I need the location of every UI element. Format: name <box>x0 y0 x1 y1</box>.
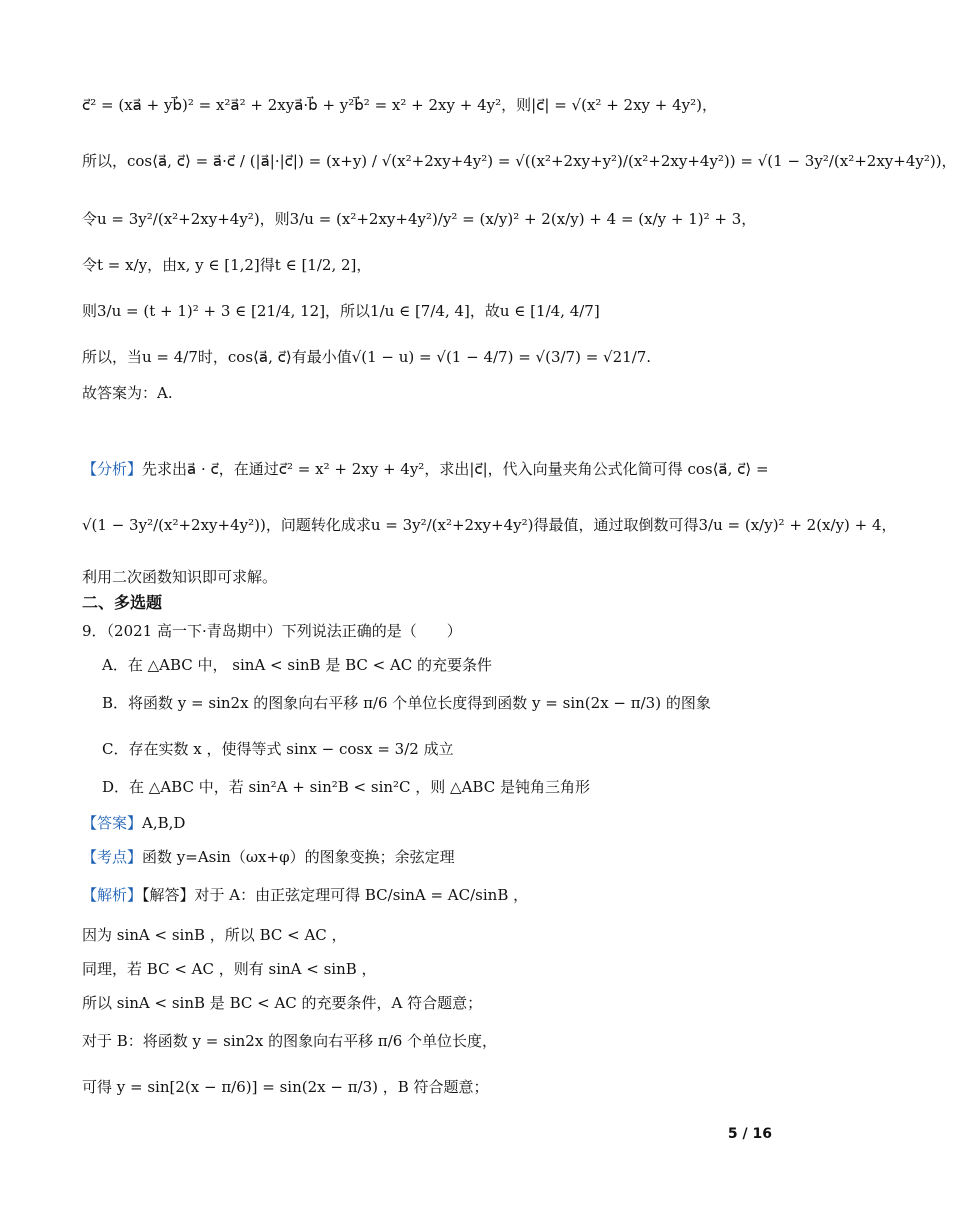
jiexi-line-3: 同理，若 BC < AC ，则有 sinA < sinB ， <box>82 960 377 978</box>
option-b: B．将函数 y = sin2x 的图象向右平移 π/6 个单位长度得到函数 y = sin(2x − π/3) 的图象 <box>102 694 711 712</box>
solution-line-7: 故答案为：A. <box>82 384 173 402</box>
analysis-text-1: 先求出a⃗ · c⃗，在通过c⃗² = x² + 2xy + 4y²，求出|c⃗|，代入向量夹角公式化简可得 cos⟨a⃗, c⃗⟩ = <box>142 460 769 478</box>
jiexi-line-6: 可得 y = sin[2(x − π/6)] = sin(2x − π/3) ，B 符合题意； <box>82 1078 489 1096</box>
option-a: A．在 △ABC 中， sinA < sinB 是 BC < AC 的充要条件 <box>102 656 493 674</box>
jiexi-line-1 <box>82 884 790 906</box>
analysis-line-3: 利用二次函数知识即可求解。 <box>82 568 278 586</box>
jiexi-line-2: 因为 sinA < sinB ，所以 BC < AC ， <box>82 926 347 944</box>
kaodian-text: 函数 y=Asin（ωx+φ）的图象变换；余弦定理 <box>142 848 455 866</box>
section-title: 二、多选题 <box>82 593 163 612</box>
option-d: D．在 △ABC 中，若 sin²A + sin²B < sin²C ，则 △ABC 是钝角三角形 <box>102 778 590 796</box>
jiexi-line-4: 所以 sinA < sinB 是 BC < AC 的充要条件，A 符合题意； <box>82 994 483 1012</box>
analysis-tag: 【分析】 <box>82 460 143 478</box>
jiexi-line-5: 对于 B：将函数 y = sin2x 的图象向右平移 π/6 个单位长度， <box>82 1032 498 1050</box>
jiexi-tag: 【解析】 <box>82 886 143 904</box>
analysis-line-1 <box>82 458 790 480</box>
solution-line-5: 则3/u = (t + 1)² + 3 ∈ [21/4, 12]，所以1/u ∈ [7/4, 4]，故u ∈ [1/4, 4/7] <box>82 302 600 320</box>
answer-text: A,B,D <box>142 814 186 832</box>
solution-line-4: 令t = x/y，由x, y ∈ [1,2]得t ∈ [1/2, 2]， <box>82 256 372 274</box>
kaodian-line <box>82 846 790 868</box>
analysis-line-2: √(1 − 3y²/(x²+2xy+4y²))，问题转化成求u = 3y²/(x²+2xy+4y²)得最值，通过取倒数可得3/u = (x/y)² + 2(x/y) + 4， <box>82 516 897 534</box>
solution-line-3: 令u = 3y²/(x²+2xy+4y²)，则3/u = (x²+2xy+4y²)/y² = (x/y)² + 2(x/y) + 4 = (x/y + 1)² + 3， <box>82 210 757 228</box>
solution-line-2: 所以，cos⟨a⃗, c⃗⟩ = a⃗·c⃗ / (|a⃗|·|c⃗|) = (x+y) / √(x²+2xy+4y²) = √((x²+2xy+y²)/(x²+2xy+4y²)) = √(1 − 3y²/(x²+2xy+4y²))， <box>82 152 957 170</box>
solution-line-6: 所以，当u = 4/7时，cos⟨a⃗, c⃗⟩有最小值√(1 − u) = √(1 − 4/7) = √(3/7) = √21/7. <box>82 348 652 366</box>
option-c: C．存在实数 x ，使得等式 sinx − cosx = 3/2 成立 <box>102 740 454 758</box>
page-number: 5 / 16 <box>727 1126 772 1142</box>
question-stem: 9．（2021 高一下·青岛期中）下列说法正确的是（ ） <box>82 622 462 640</box>
kaodian-tag: 【考点】 <box>82 848 143 866</box>
jiexi-text-1: 【解答】对于 A：由正弦定理可得 BC/sinA = AC/sinB ， <box>142 886 529 904</box>
answer-line <box>82 812 790 834</box>
solution-line-1: c⃗² = (xa⃗ + yb⃗)² = x²a⃗² + 2xya⃗·b⃗ + y²b⃗² = x² + 2xy + 4y²，则|c⃗| = √(x² + 2xy + 4y²)， <box>82 96 718 114</box>
answer-tag: 【答案】 <box>82 814 143 832</box>
